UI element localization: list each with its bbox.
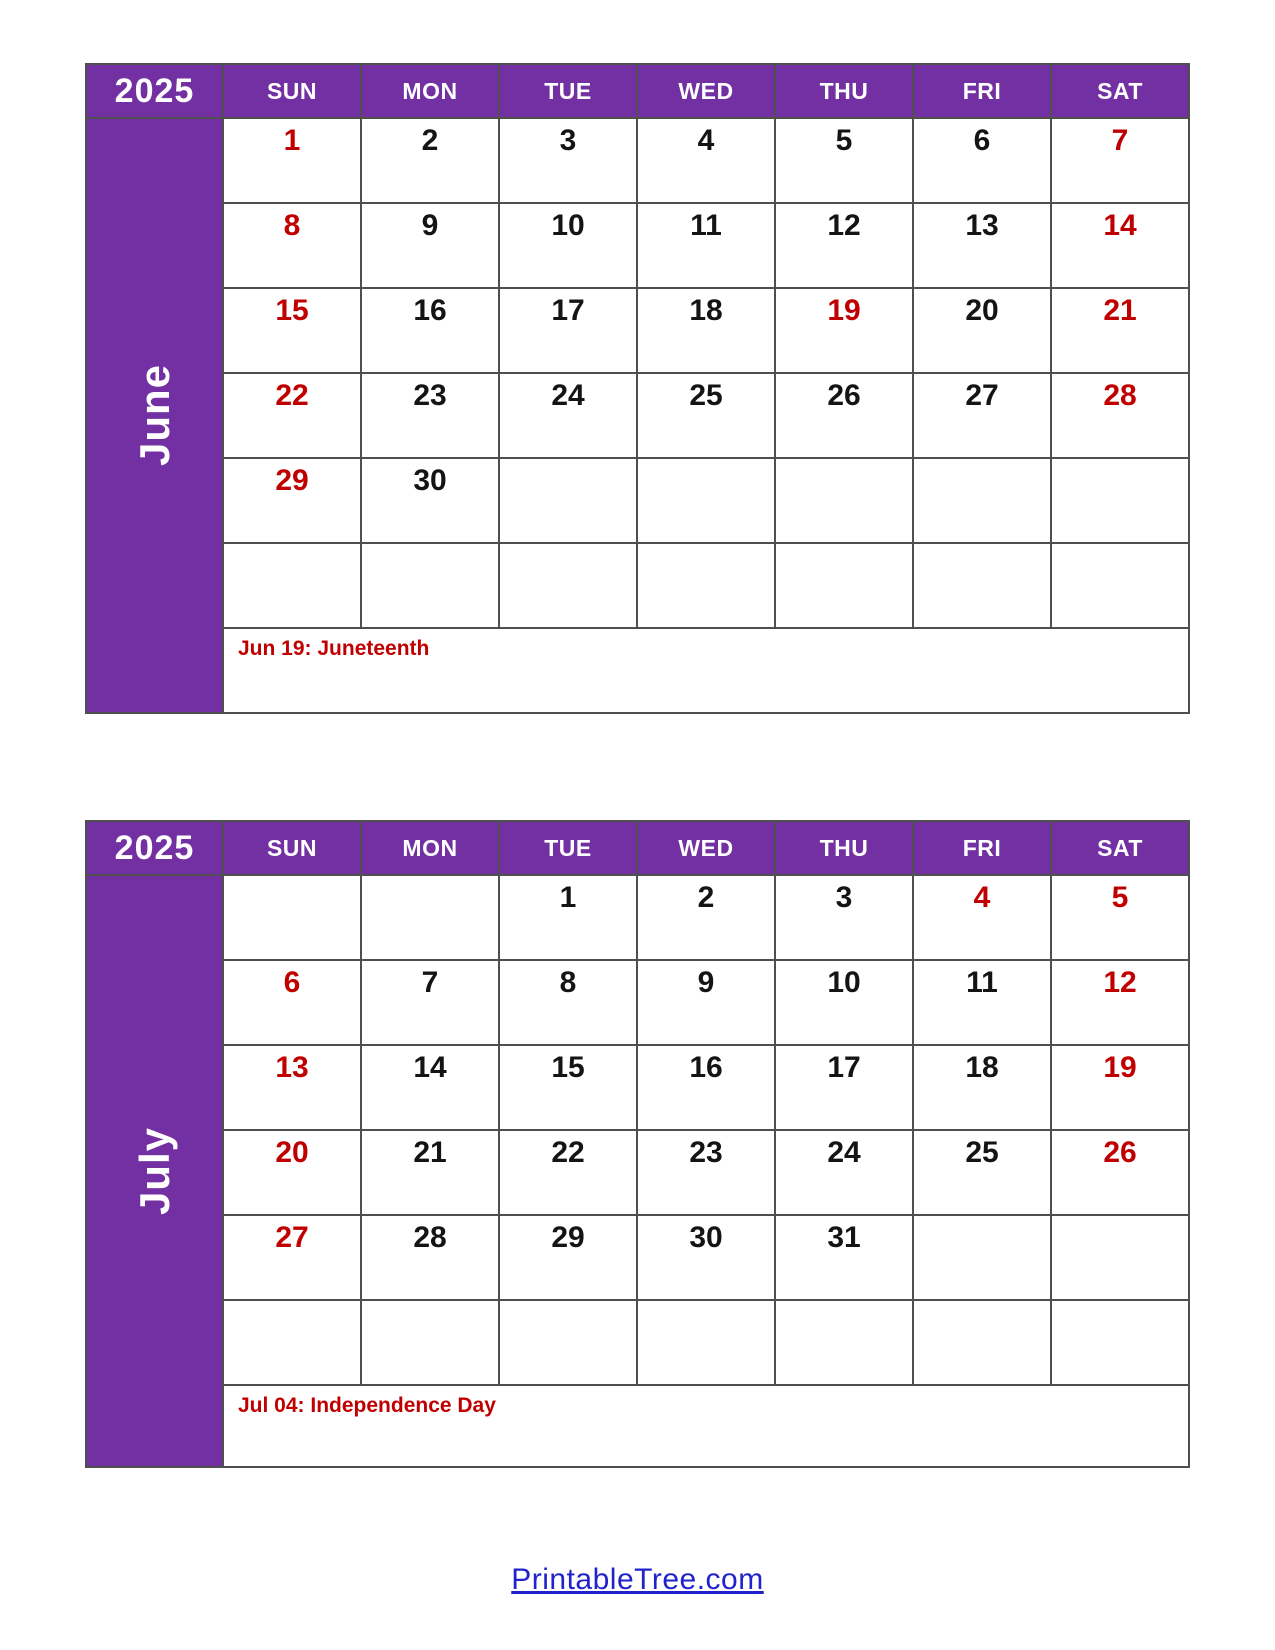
day-cell [914, 459, 1050, 542]
year-label: 2025 [87, 822, 222, 874]
day-cell: 24 [776, 1131, 912, 1214]
day-cell: 29 [224, 459, 360, 542]
day-cell: 22 [224, 374, 360, 457]
day-cell: 19 [1052, 1046, 1188, 1129]
day-cell: 3 [776, 876, 912, 959]
weekday-header-fri: FRI [914, 65, 1050, 117]
day-cell: 13 [224, 1046, 360, 1129]
weekday-header-fri: FRI [914, 822, 1050, 874]
day-cell: 7 [362, 961, 498, 1044]
weekday-header-wed: WED [638, 65, 774, 117]
day-cell: 10 [776, 961, 912, 1044]
day-cell: 25 [914, 1131, 1050, 1214]
day-cell: 1 [224, 119, 360, 202]
day-cell: 26 [1052, 1131, 1188, 1214]
weekday-header-sun: SUN [224, 822, 360, 874]
day-cell: 26 [776, 374, 912, 457]
holiday-note: Jul 04: Independence Day [224, 1386, 1188, 1466]
day-cell [224, 544, 360, 627]
day-cell: 23 [362, 374, 498, 457]
day-cell: 18 [638, 289, 774, 372]
day-cell [362, 876, 498, 959]
day-cell [776, 544, 912, 627]
day-cell: 11 [914, 961, 1050, 1044]
day-cell: 12 [1052, 961, 1188, 1044]
weekday-header-sat: SAT [1052, 822, 1188, 874]
day-cell [1052, 1216, 1188, 1299]
weekday-header-mon: MON [362, 65, 498, 117]
footer-link[interactable]: PrintableTree.com [511, 1563, 764, 1596]
day-cell: 4 [638, 119, 774, 202]
day-cell: 18 [914, 1046, 1050, 1129]
day-cell: 30 [638, 1216, 774, 1299]
day-cell: 23 [638, 1131, 774, 1214]
day-cell: 5 [776, 119, 912, 202]
day-cell: 31 [776, 1216, 912, 1299]
day-cell: 21 [362, 1131, 498, 1214]
year-label: 2025 [87, 65, 222, 117]
day-cell: 2 [362, 119, 498, 202]
day-cell: 27 [224, 1216, 360, 1299]
day-cell: 16 [362, 289, 498, 372]
day-cell: 1 [500, 876, 636, 959]
day-cell: 6 [224, 961, 360, 1044]
day-cell: 2 [638, 876, 774, 959]
day-cell [638, 544, 774, 627]
weekday-header-tue: TUE [500, 65, 636, 117]
day-cell [362, 544, 498, 627]
day-cell: 7 [1052, 119, 1188, 202]
day-cell: 17 [776, 1046, 912, 1129]
day-cell: 21 [1052, 289, 1188, 372]
day-cell: 9 [638, 961, 774, 1044]
day-cell: 11 [638, 204, 774, 287]
day-cell: 13 [914, 204, 1050, 287]
day-cell: 17 [500, 289, 636, 372]
day-cell [914, 544, 1050, 627]
day-cell [638, 1301, 774, 1384]
day-cell: 10 [500, 204, 636, 287]
day-cell: 20 [914, 289, 1050, 372]
day-cell: 14 [362, 1046, 498, 1129]
day-cell: 15 [500, 1046, 636, 1129]
weekday-header-mon: MON [362, 822, 498, 874]
day-cell [224, 876, 360, 959]
day-cell: 20 [224, 1131, 360, 1214]
day-cell [914, 1301, 1050, 1384]
day-cell: 27 [914, 374, 1050, 457]
day-cell: 12 [776, 204, 912, 287]
day-cell: 8 [500, 961, 636, 1044]
day-cell: 14 [1052, 204, 1188, 287]
day-cell: 22 [500, 1131, 636, 1214]
day-cell: 4 [914, 876, 1050, 959]
day-cell: 3 [500, 119, 636, 202]
day-cell [362, 1301, 498, 1384]
weekday-header-tue: TUE [500, 822, 636, 874]
day-cell [776, 459, 912, 542]
day-cell: 29 [500, 1216, 636, 1299]
month-label: June [130, 364, 178, 467]
day-cell [914, 1216, 1050, 1299]
day-cell [638, 459, 774, 542]
weekday-header-wed: WED [638, 822, 774, 874]
day-cell: 30 [362, 459, 498, 542]
footer [0, 1563, 1275, 1597]
month-sidebar [87, 876, 222, 1466]
day-cell [500, 544, 636, 627]
day-cell [776, 1301, 912, 1384]
weekday-header-sat: SAT [1052, 65, 1188, 117]
calendar-june [85, 63, 1190, 714]
day-cell [500, 1301, 636, 1384]
day-cell: 24 [500, 374, 636, 457]
day-cell [500, 459, 636, 542]
month-sidebar [87, 119, 222, 712]
day-cell: 15 [224, 289, 360, 372]
day-cell: 5 [1052, 876, 1188, 959]
day-cell: 9 [362, 204, 498, 287]
weekday-header-thu: THU [776, 65, 912, 117]
day-cell: 19 [776, 289, 912, 372]
day-cell [1052, 1301, 1188, 1384]
weekday-header-sun: SUN [224, 65, 360, 117]
day-cell [224, 1301, 360, 1384]
month-label: July [130, 1126, 178, 1216]
day-cell [1052, 459, 1188, 542]
day-cell [1052, 544, 1188, 627]
day-cell: 28 [362, 1216, 498, 1299]
day-cell: 6 [914, 119, 1050, 202]
weekday-header-thu: THU [776, 822, 912, 874]
day-cell: 16 [638, 1046, 774, 1129]
day-cell: 25 [638, 374, 774, 457]
calendar-july [85, 820, 1190, 1468]
holiday-note: Jun 19: Juneteenth [224, 629, 1188, 712]
day-cell: 28 [1052, 374, 1188, 457]
day-cell: 8 [224, 204, 360, 287]
